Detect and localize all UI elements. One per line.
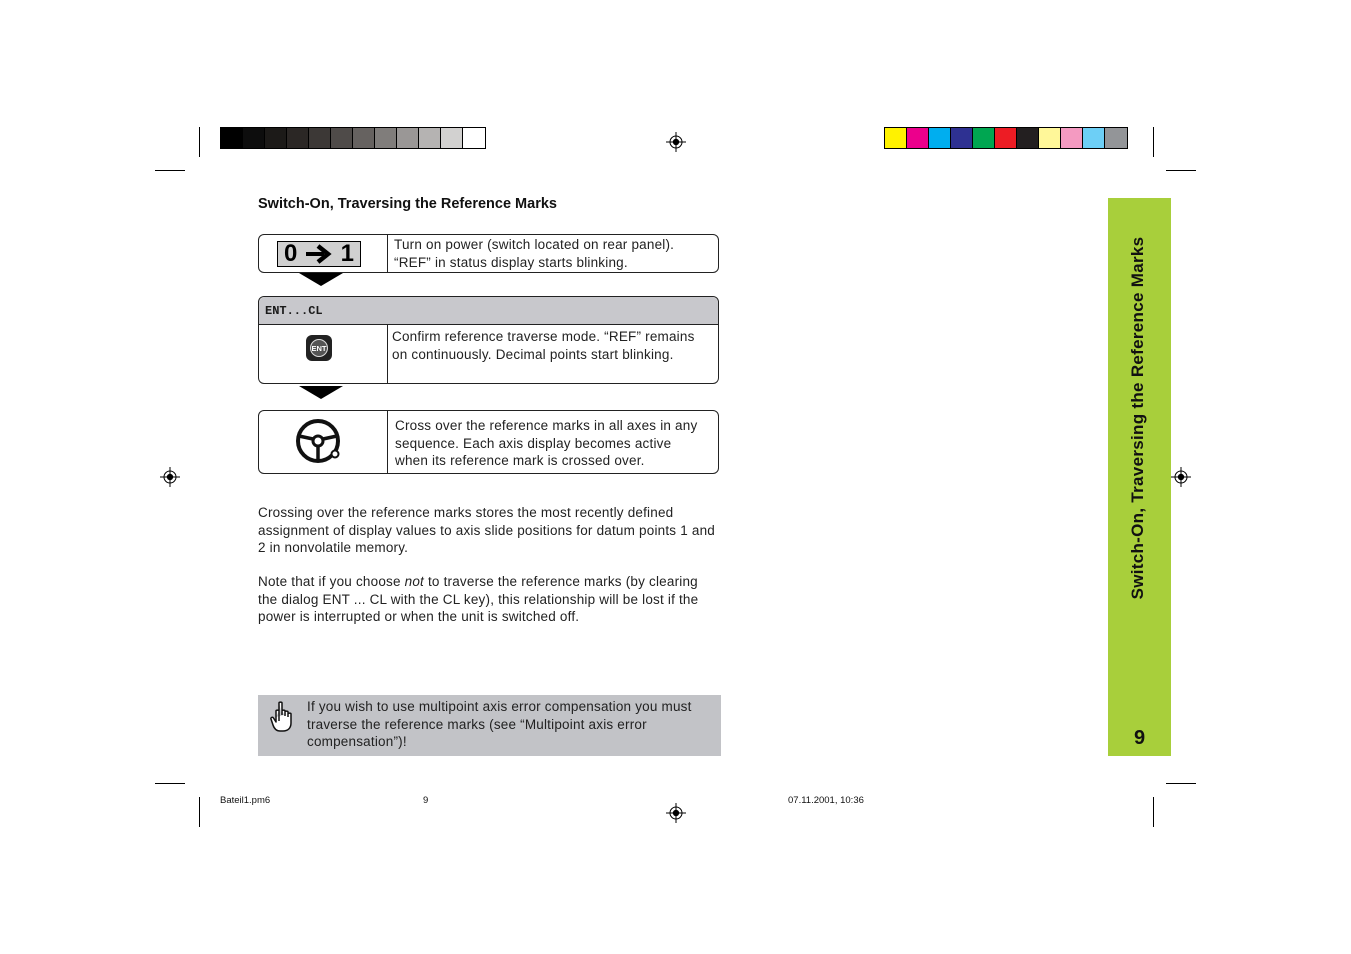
registration-mark-icon: [666, 132, 686, 152]
color-swatch: [907, 128, 929, 148]
crop-mark: [1166, 783, 1196, 784]
crop-mark: [199, 127, 200, 157]
step-icon-cell: [259, 325, 388, 383]
arrow-right-icon: [304, 244, 334, 264]
footer-filename: Bateil1.pm6: [220, 795, 271, 806]
crop-mark: [155, 170, 185, 171]
registration-mark-icon: [1171, 467, 1191, 487]
color-swatch: [309, 128, 331, 148]
switch-one-label: 1: [340, 240, 354, 267]
color-swatch: [265, 128, 287, 148]
color-swatch: [951, 128, 973, 148]
color-swatch: [243, 128, 265, 148]
step-confirm-ref: [258, 296, 719, 384]
step-icon-cell: [259, 411, 388, 473]
crop-mark: [1153, 797, 1154, 827]
text-run: Note that if you choose: [258, 574, 405, 589]
chapter-tab: [1108, 198, 1171, 756]
color-swatch: [397, 128, 419, 148]
color-swatch: [375, 128, 397, 148]
color-swatch: [419, 128, 441, 148]
color-swatch: [1083, 128, 1105, 148]
step-text: [394, 236, 708, 271]
process-color-bar: [884, 127, 1128, 149]
color-swatch: [995, 128, 1017, 148]
handwheel-icon: [295, 417, 343, 467]
color-swatch: [221, 128, 243, 148]
registration-mark-icon: [666, 803, 686, 823]
dialog-header: ENT...CL: [259, 297, 718, 325]
body-paragraph: [258, 573, 720, 626]
body-paragraph: Crossing over the reference marks stores the most recently defined assignment of display values to axis slide positions for datum points 1 and 2 in nonvolatile memory.: [258, 505, 715, 555]
step-text-line: Turn on power (switch located on rear panel).: [394, 237, 675, 252]
color-swatch: [1017, 128, 1039, 148]
flow-arrow-down-icon: [299, 386, 343, 399]
color-swatch: [929, 128, 951, 148]
color-swatch: [885, 128, 907, 148]
chapter-tab-label: Switch-On, Traversing the Reference Marks: [1128, 236, 1147, 600]
crop-mark: [1153, 127, 1154, 157]
ent-key-label: ENT: [310, 339, 328, 357]
text-run: to traverse the reference marks (by clearing the dialog ENT ... CL with the CL key), this relationship will be lost if the power is interrupted or when the unit is switched off.: [258, 574, 699, 624]
color-swatch: [353, 128, 375, 148]
emphasis-text: not: [404, 574, 425, 589]
ent-key-icon: [306, 335, 332, 361]
pointing-hand-icon: [270, 701, 294, 733]
color-swatch: [287, 128, 309, 148]
color-swatch: [331, 128, 353, 148]
step-text: Cross over the reference marks in all axes in any sequence. Each axis display becomes active when its reference mark is crossed over.: [395, 418, 698, 468]
crop-mark: [155, 783, 185, 784]
section-title: Switch-On, Traversing the Reference Marks: [258, 196, 557, 212]
note-text: If you wish to use multipoint axis error compensation you must traverse the reference marks (see “Multipoint axis error compensation”)!: [307, 699, 692, 749]
color-swatch: [1105, 128, 1127, 148]
step-power-on: [258, 234, 719, 273]
color-swatch: [1039, 128, 1061, 148]
step-text-line: “REF” in status display starts blinking.: [394, 254, 628, 270]
switch-zero-label: 0: [284, 240, 298, 267]
power-switch-0-1-icon: [277, 241, 361, 267]
gray-color-bar: [220, 127, 486, 149]
crop-mark: [199, 797, 200, 827]
step-icon-cell: [259, 235, 388, 272]
step-cross-ref-marks: [258, 410, 719, 474]
page-number: 9: [1133, 727, 1146, 749]
color-swatch: [1061, 128, 1083, 148]
note-box: [258, 695, 721, 756]
step-text: Confirm reference traverse mode. “REF” remains on continuously. Decimal points start blinking.: [392, 329, 695, 362]
color-swatch: [463, 128, 485, 148]
color-swatch: [441, 128, 463, 148]
footer-page: 9: [423, 795, 429, 806]
crop-mark: [1166, 170, 1196, 171]
color-swatch: [973, 128, 995, 148]
flow-arrow-down-icon: [299, 273, 343, 286]
footer-timestamp: 07.11.2001, 10:36: [788, 795, 864, 806]
registration-mark-icon: [160, 467, 180, 487]
